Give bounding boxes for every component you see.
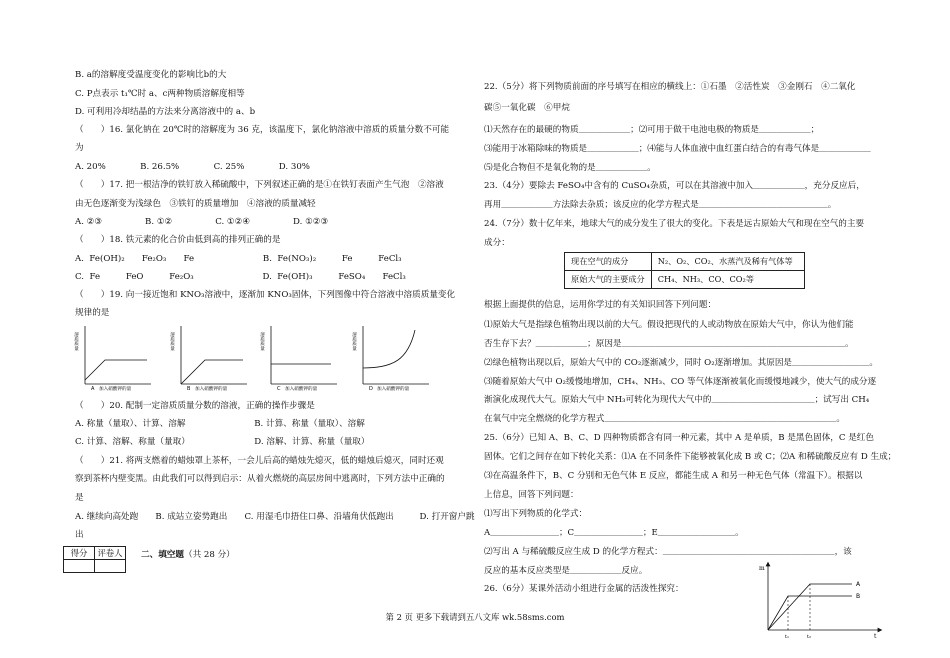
question-line: 固体。它们之间存在如下转化关系：⑴A 在不同条件下能够被氧化成 B 或 C；⑵A 和稀硫酸反应有 D 生成； [484,452,897,462]
table-cell: 原始大气的主要成分 [565,271,652,289]
curve [363,330,415,368]
question-line: 为 [75,143,84,153]
line-a-label: A [856,581,861,588]
score-table [63,546,126,573]
graph-letter: D [369,386,373,392]
options-16: A. 20% B. 26.5% C. 25% D. 30% [75,162,310,172]
question-line: ⑵写出 A 与稀硫酸反应生成 D 的化学方程式：＿＿＿＿＿＿＿＿＿＿＿＿＿＿＿＿＿＿＿＿，该 [484,547,852,557]
graph-b [171,320,251,390]
options-20-ab: A. 称量（量取）、计算、溶解 B. 计算、称量（量取）、溶解 [75,419,365,429]
question-line: 由无色逐渐变为浅绿色 ③铁钉的质量增加 ④溶液的质量减轻 [75,199,316,209]
question-19: （ ）19. 向一接近饱和 KNO₃溶液中，逐渐加 KNO₃固体，下列图像中符合溶液中溶质质量变化 [75,290,456,300]
question-21: （ ）21. 将两支燃着的蜡烛罩上茶杯，一会儿后高的蜡烛先熄灭，低的蜡烛后熄灭，同时还观 [75,456,444,466]
question-line: 碳⑤一氧化碳 ⑥甲烷 [484,103,570,113]
question-line: 规律的是 [75,308,110,318]
y-label: 溶质质量 [169,332,175,351]
air-composition-table [564,252,805,289]
graph-c [261,320,341,390]
option-line: C. P点表示 t₁℃时 a、c两种物质溶解度相等 [75,89,245,99]
graph-d [353,320,433,390]
question-17: （ ）17. 把一根洁净的铁钉放入稀硫酸中，下列叙述正确的是①在铁钉表面产生气泡 ②溶液 [75,180,444,190]
question-line: 在氧气中完全燃烧的化学方程式＿＿＿＿＿＿＿＿＿＿＿＿＿＿＿＿＿＿＿＿＿＿＿＿＿＿＿。 [484,414,845,424]
option-line: B. a的溶解度受温度变化的影响比b的大 [75,70,227,80]
question-line: ⑸是化合物但不是氧化物的是＿＿＿＿＿＿。 [484,163,656,173]
question-25: 25.（6分）已知 A、B、C、D 四种物质都含有同一种元素，其中 A 是单质，B 是黑色固体，C 是红色 [484,433,874,443]
options-18-ab: A. Fe(OH)₂ Fe₂O₃ Fe B. Fe(NO₃)₂ Fe FeCl₃ [75,254,402,264]
x-axis-label: t [874,633,877,640]
question-23: 23.（4分）要除去 FeSO₄中含有的 CuSO₄杂质，可以在其溶液中加入＿＿＿＿＿＿，充分反应后， [484,181,865,191]
section-title: 二、填空题 [141,550,184,560]
question-line: 察到茶杯内壁变黑。由此我们可以得到启示：从着火燃烧的高层房间中逃离时，下列方法中正确的 [75,474,445,484]
x-label: 加入硝酸钾的量 [99,387,132,392]
question-line: 反应的基本反应类型是＿＿＿＿＿＿反应。 [484,566,648,576]
table-cell: 现在空气的成分 [565,253,652,271]
graph-letter: A [91,386,95,392]
section-heading [141,551,235,560]
question-22: 22.（5分）将下列物质前面的序号填写在相应的横线上：①石墨 ②活性炭 ③金刚石 ④二氧化 [484,82,856,92]
curve [181,360,243,384]
question-line: ⑶在高温条件下，B、C 分别和无色气体 E 反应，都能生成 A 和另一种无色气体（常温下）。根据以 [484,471,863,481]
grader-cell [95,560,126,573]
y-axis-label: m [759,565,765,572]
score-cell [64,560,95,573]
question-26: 26.（6分）某课外活动小组进行金属的活泼性探究： [484,584,684,594]
options-17: A. ②③ B. ①② C. ①②④ D. ①②③ [75,217,329,227]
line-b-label: B [856,593,861,600]
question-line: ⑴天然存在的最硬的物质＿＿＿＿＿＿；⑵可用于做干电池电极的物质是＿＿＿＿＿＿； [484,125,820,135]
table-row [565,271,805,289]
options-18-cd: C. Fe FeO Fe₂O₃ D. Fe(OH)₃ FeSO₄ FeCl₃ [75,272,406,282]
question-18: （ ）18. 铁元素的化合价由低到高的排列正确的是 [75,235,281,245]
graph-letter: B [187,386,191,392]
question-line: 再用＿＿＿＿＿＿方法除去杂质；该反应的化学方程式是＿＿＿＿＿＿＿＿＿＿＿＿＿＿＿。 [484,200,837,210]
y-label: 溶质质量 [351,332,357,351]
t1-label: t₁ [785,634,790,640]
x-label: 加入硝酸钾的量 [195,387,228,392]
x-label: 加入硝酸钾的量 [285,387,318,392]
question-20: （ ）20. 配制一定溶质质量分数的溶液，正确的操作步骤是 [75,401,315,411]
table-row [565,253,805,271]
question-line: ⑶随着原始大气中 O₂缓慢地增加，CH₄、NH₃、CO 等气体逐渐被氧化而缓慢地减少，使大气的成分逐 [484,377,877,387]
question-line: ⑵绿色植物出现以后，原始大气中的 CO₂逐渐减少，同时 O₂逐渐增加。其原因是＿＿＿＿＿＿＿＿＿。 [484,358,878,368]
section-note: （共 28 分） [183,550,235,560]
y-label: 溶质质量 [73,332,79,351]
line-a [768,584,852,630]
question-line: 成分： [484,238,510,248]
options-20-cd: C. 计算、溶解、称量（量取） D. 溶解、计算、称量（量取） [75,437,370,447]
question-line: 出 [75,530,84,540]
score-header: 得分 [64,547,95,560]
options-21: A. 继续向高处跑 B. 成站立姿势跑出 C. 用湿毛巾捂住口鼻、沿墙角伏低跑出 D. 打开窗户跳 [75,512,475,522]
graph-letter: C [277,386,281,392]
table-cell: N₂、O₂、CO₂、水蒸汽及稀有气体等 [651,253,804,271]
x-label: 加入硝酸钾的量 [377,387,410,392]
option-line: D. 可利用冷却结晶的方法来分离溶液中的 a、b [75,107,256,117]
grader-header: 评卷人 [95,547,126,560]
question-line: 根据上面提供的信息，运用你学过的有关知识回答下列问题： [484,300,717,310]
question-line: ⑶能用于冰箱除味的物质是＿＿＿＿＿＿；⑷能与人体血液中血红蛋白结合的有毒气体是＿＿＿＿＿＿ [484,144,871,154]
curve [85,360,147,380]
question-line: 上信息，回答下列问题： [484,490,579,500]
question-line: ⑴写出下列物质的化学式： [484,509,588,519]
mass-time-graph [756,560,886,640]
t2-label: t₂ [807,634,812,640]
page-footer: 第 2 页 更多下载请到五八文库 wk.58sms.com [385,612,565,622]
question-line: 渐演化成现代大气。原始大气中 NH₃可转化为现代大气中的＿＿＿＿＿＿＿＿＿＿＿＿；试写出 CH₄ [484,395,870,405]
question-line: A＿＿＿＿＿＿＿＿；C＿＿＿＿＿＿＿＿；E＿＿＿＿＿＿＿＿＿。 [484,528,744,538]
question-16: （ ）16. 氯化钠在 20℃时的溶解度为 36 克，该温度下，氯化钠溶液中溶质的质量分数不可能 [75,125,450,135]
question-24: 24.（7分）数十亿年来，地球大气的成分发生了很大的变化。下表是远古原始大气和现在空气的主要 [484,219,865,229]
question-line: 否生存下去？＿＿＿＿＿＿；原因是＿＿＿＿＿＿＿＿＿＿＿＿＿＿＿＿＿＿＿＿＿＿＿＿＿＿。 [484,339,854,349]
table-cell: CH₄、NH₃、CO、CO₂等 [651,271,804,289]
graph-a [75,320,155,390]
question-line: 是 [75,493,84,503]
y-label: 溶质质量 [259,332,265,351]
question-line: ⑴原始大气是指绿色植物出现以前的大气。假设把现代的人或动物放在原始大气中，你认为他们能 [484,320,854,330]
